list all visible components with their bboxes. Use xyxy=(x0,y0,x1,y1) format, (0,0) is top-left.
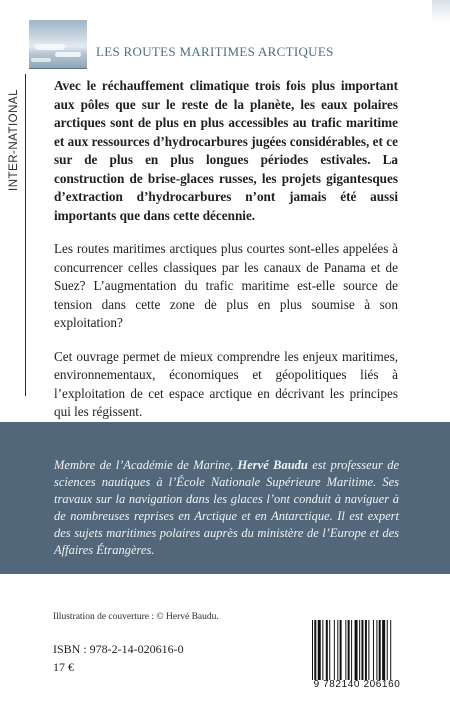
barcode-bar xyxy=(355,620,358,680)
barcode-bar xyxy=(334,620,335,680)
series-label: INTER-NATIONAL xyxy=(8,89,20,191)
barcode-bar xyxy=(359,620,360,680)
blurb-paragraph-2: Les routes maritimes arctiques plus courtes sont-elles appelées à concurrencer celles classiques par les canaux de Panama et de Suez? L’augmentation du trafic maritime est-elle source de tension dans cette zone de plus en plus soumise à son exploitation? xyxy=(54,241,398,330)
isbn: ISBN : 978-2-14-020616-0 xyxy=(53,642,184,656)
bio-suffix: est professeur de sciences nautiques à l’École Nationale Supérieure Maritime. Ses travaux sur la navigation dans les glaces l’ont conduit à naviguer à de nombreuses reprises en Arctique et en Antarctique. Il est expert des sujets maritimes polaires auprès du ministère de l’Europe et des Affaires Étrangères. xyxy=(54,458,400,557)
blurb-paragraph-3: Cet ouvrage permet de mieux comprendre les enjeux maritimes, environnementaux, économiques et géopolitiques liés à l’exploitation de cet espace arctique en décrivant les principes qui les régissent. xyxy=(54,348,398,419)
barcode-bar xyxy=(376,620,377,680)
barcode-bar xyxy=(337,620,338,680)
back-cover-blurb xyxy=(54,77,398,437)
barcode-bar xyxy=(379,620,381,680)
barcode-bar xyxy=(382,620,385,680)
barcode-bar xyxy=(361,620,363,680)
cover-credit: Illustration de couverture : © Hervé Baudu. xyxy=(53,612,219,622)
barcode-bar xyxy=(368,620,369,680)
barcode-icon xyxy=(310,620,402,680)
corner-shading xyxy=(432,0,450,22)
bio-prefix: Membre de l’Académie de Marine, xyxy=(54,458,238,472)
barcode-bar xyxy=(390,620,391,680)
barcode-bar xyxy=(314,620,316,680)
barcode-bar xyxy=(318,620,321,680)
series-rule xyxy=(25,74,26,396)
barcode-bar xyxy=(312,620,313,680)
author-bio xyxy=(54,457,399,559)
barcode-bar xyxy=(387,620,388,680)
barcode-bar xyxy=(340,620,342,680)
header-divider xyxy=(29,68,87,69)
barcode-bar xyxy=(351,620,352,680)
price: 17 € xyxy=(53,660,74,674)
barcode-bar xyxy=(329,620,330,680)
barcode-bar xyxy=(326,620,328,680)
barcode-bar xyxy=(322,620,323,680)
cover-thumbnail-image xyxy=(29,20,87,68)
barcode-number: 9 782140 206160 xyxy=(313,679,401,690)
blurb-paragraph-1: Avec le réchauffement climatique trois fois plus important aux pôles que sur le reste de la planète, les eaux polaires arctiques sont de plus en plus accessibles au trafic maritime et aux ressources d’hydrocarbures jugées considérables, et ce sur de plus en plus longues périodes estivales. La construction de brise-glaces russes, les projets gigantesques d’extraction d’hydrocarbures n’ont jamais été aussi importants que dans cette décennie. xyxy=(54,78,398,223)
barcode-bar xyxy=(345,620,346,680)
barcode-bar xyxy=(348,620,350,680)
barcode-bar xyxy=(373,620,374,680)
author-name: Hervé Baudu xyxy=(237,458,308,472)
book-title: LES ROUTES MARITIMES ARCTIQUES xyxy=(96,44,334,59)
barcode-bar xyxy=(365,620,367,680)
